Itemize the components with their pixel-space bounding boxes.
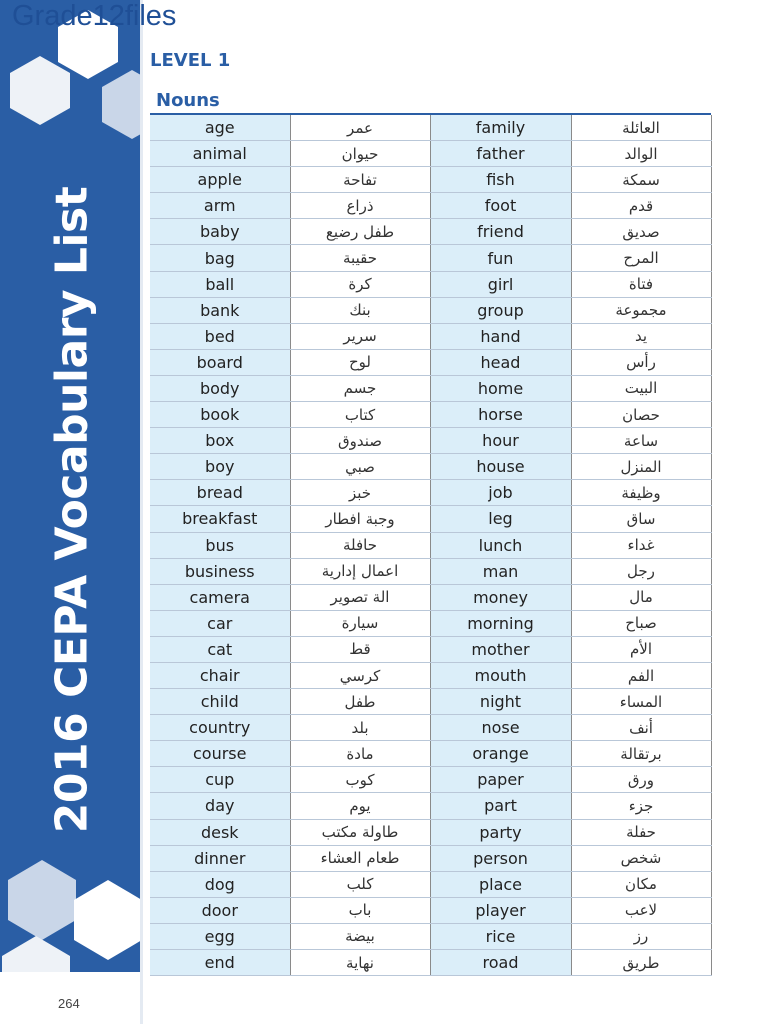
english-word: leg [430,506,571,532]
arabic-translation: سمكة [571,167,711,193]
arabic-translation: حيوان [290,141,430,167]
arabic-translation: اعمال إدارية [290,558,430,584]
vertical-title: 2016 CEPA Vocabulary List [46,186,98,834]
arabic-translation: طفل [290,689,430,715]
arabic-translation: صديق [571,219,711,245]
arabic-translation: قط [290,636,430,662]
arabic-translation: ذراع [290,193,430,219]
arabic-translation: شخص [571,845,711,871]
english-word: place [430,871,571,897]
table-row [150,923,711,949]
table-row [150,532,711,558]
arabic-translation: المرح [571,245,711,271]
table-row [150,767,711,793]
table-row [150,349,711,375]
english-word: car [150,610,290,636]
arabic-translation: يوم [290,793,430,819]
watermark: Grade12files [12,0,177,32]
table-row [150,506,711,532]
english-word: father [430,141,571,167]
english-word: course [150,741,290,767]
english-word: breakfast [150,506,290,532]
arabic-translation: رأس [571,349,711,375]
table-row [150,636,711,662]
english-word: child [150,689,290,715]
arabic-translation: حفلة [571,819,711,845]
arabic-translation: مادة [290,741,430,767]
vocabulary-table-body [150,115,711,976]
english-word: nose [430,715,571,741]
table-row [150,141,711,167]
arabic-translation: حقيبة [290,245,430,271]
arabic-translation: برتقالة [571,741,711,767]
table-row [150,375,711,401]
arabic-translation: كتاب [290,402,430,428]
arabic-translation: طفل رضيع [290,219,430,245]
level-heading: LEVEL 1 [150,50,231,71]
sidebar-edge [140,0,143,1024]
english-word: morning [430,610,571,636]
arabic-translation: كلب [290,871,430,897]
table-row [150,845,711,871]
english-word: cat [150,636,290,662]
arabic-translation: طاولة مكتب [290,819,430,845]
table-row [150,402,711,428]
english-word: mother [430,636,571,662]
arabic-translation: الفم [571,662,711,688]
arabic-translation: باب [290,897,430,923]
table-row [150,115,711,141]
english-word: family [430,115,571,141]
table-row [150,793,711,819]
table-row [150,715,711,741]
arabic-translation: لوح [290,349,430,375]
english-word: party [430,819,571,845]
arabic-translation: حصان [571,402,711,428]
english-word: player [430,897,571,923]
arabic-translation: بلد [290,715,430,741]
english-word: egg [150,923,290,949]
english-word: home [430,375,571,401]
english-word: mouth [430,662,571,688]
english-word: head [430,349,571,375]
english-word: money [430,584,571,610]
arabic-translation: رجل [571,558,711,584]
arabic-translation: ورق [571,767,711,793]
table-row [150,297,711,323]
english-word: friend [430,219,571,245]
arabic-translation: كرسي [290,662,430,688]
english-word: night [430,689,571,715]
english-word: paper [430,767,571,793]
arabic-translation: البيت [571,375,711,401]
arabic-translation: تفاحة [290,167,430,193]
english-word: door [150,897,290,923]
english-word: fun [430,245,571,271]
arabic-translation: مكان [571,871,711,897]
table-row [150,167,711,193]
arabic-translation: بنك [290,297,430,323]
table-row [150,689,711,715]
arabic-translation: رز [571,923,711,949]
english-word: person [430,845,571,871]
english-word: girl [430,271,571,297]
english-word: camera [150,584,290,610]
arabic-translation: لاعب [571,897,711,923]
english-word: arm [150,193,290,219]
arabic-translation: بيضة [290,923,430,949]
table-row [150,271,711,297]
arabic-translation: مجموعة [571,297,711,323]
table-row [150,219,711,245]
table-row [150,323,711,349]
english-word: animal [150,141,290,167]
english-word: dinner [150,845,290,871]
arabic-translation: حافلة [290,532,430,558]
arabic-translation: سرير [290,323,430,349]
arabic-translation: طعام العشاء [290,845,430,871]
english-word: hand [430,323,571,349]
arabic-translation: وجبة افطار [290,506,430,532]
english-word: boy [150,454,290,480]
english-word: book [150,402,290,428]
arabic-translation: فتاة [571,271,711,297]
english-word: hour [430,428,571,454]
arabic-translation: مال [571,584,711,610]
arabic-translation: عمر [290,115,430,141]
arabic-translation: قدم [571,193,711,219]
arabic-translation: وظيفة [571,480,711,506]
table-row [150,193,711,219]
arabic-translation: غداء [571,532,711,558]
arabic-translation: سيارة [290,610,430,636]
table-row [150,950,711,976]
english-word: orange [430,741,571,767]
english-word: foot [430,193,571,219]
arabic-translation: طريق [571,950,711,976]
english-word: bank [150,297,290,323]
english-word: house [430,454,571,480]
arabic-translation: جسم [290,375,430,401]
table-row [150,584,711,610]
arabic-translation: ساعة [571,428,711,454]
arabic-translation: أنف [571,715,711,741]
vocabulary-table [150,115,712,976]
section-heading: Nouns [156,90,220,111]
english-word: group [430,297,571,323]
arabic-translation: الأم [571,636,711,662]
english-word: box [150,428,290,454]
table-row [150,558,711,584]
english-word: end [150,950,290,976]
english-word: ball [150,271,290,297]
english-word: body [150,375,290,401]
table-row [150,897,711,923]
english-word: chair [150,662,290,688]
arabic-translation: ساق [571,506,711,532]
arabic-translation: المنزل [571,454,711,480]
arabic-translation: صباح [571,610,711,636]
arabic-translation: صبي [290,454,430,480]
arabic-translation: العائلة [571,115,711,141]
table-row [150,741,711,767]
english-word: job [430,480,571,506]
english-word: fish [430,167,571,193]
english-word: lunch [430,532,571,558]
arabic-translation: صندوق [290,428,430,454]
arabic-translation: كوب [290,767,430,793]
english-word: bread [150,480,290,506]
arabic-translation: المساء [571,689,711,715]
table-row [150,428,711,454]
english-word: bag [150,245,290,271]
english-word: bus [150,532,290,558]
page-number: 264 [58,996,80,1011]
english-word: desk [150,819,290,845]
table-row [150,871,711,897]
arabic-translation: يد [571,323,711,349]
english-word: baby [150,219,290,245]
english-word: dog [150,871,290,897]
arabic-translation: نهاية [290,950,430,976]
table-row [150,480,711,506]
english-word: cup [150,767,290,793]
arabic-translation: جزء [571,793,711,819]
english-word: business [150,558,290,584]
english-word: bed [150,323,290,349]
english-word: horse [430,402,571,428]
arabic-translation: خبز [290,480,430,506]
english-word: day [150,793,290,819]
arabic-translation: كرة [290,271,430,297]
arabic-translation: الوالد [571,141,711,167]
english-word: country [150,715,290,741]
english-word: apple [150,167,290,193]
table-row [150,454,711,480]
english-word: rice [430,923,571,949]
english-word: man [430,558,571,584]
english-word: board [150,349,290,375]
english-word: age [150,115,290,141]
table-row [150,819,711,845]
english-word: road [430,950,571,976]
table-row [150,662,711,688]
table-row [150,610,711,636]
english-word: part [430,793,571,819]
sidebar-band [0,0,140,1024]
arabic-translation: الة تصوير [290,584,430,610]
table-row [150,245,711,271]
